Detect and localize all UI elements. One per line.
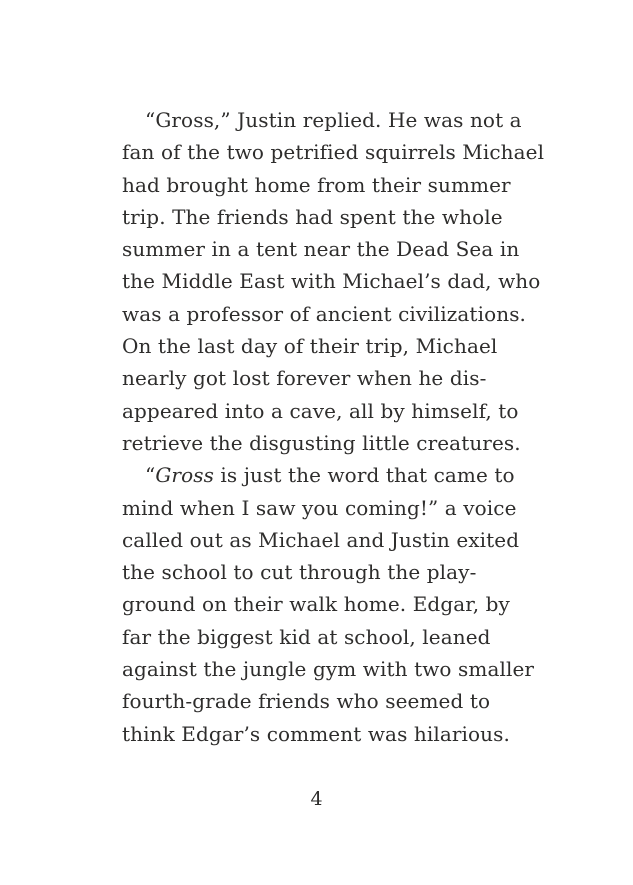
text-line: fourth-grade friends who seemed to [122,689,491,714]
text-line: summer in a tent near the Dead Sea in [122,237,520,262]
text-line: against the jungle gym with two smaller [122,657,535,682]
text-line: fan of the two petrified squirrels Michael [122,140,545,165]
text-line: the school to cut through the play- [122,560,477,585]
text-line: called out as Michael and Justin exited [122,527,520,552]
text-line: far the biggest kid at school, leaned [122,624,491,649]
text-line: trip. The friends had spent the whole [122,204,503,229]
text-line: was a professor of ancient civilizations. [122,301,527,326]
text-line: ground on their walk home. Edgar, by [122,592,510,617]
text-line: mind when I saw you coming!” a voice [122,495,517,520]
italic-word: Gross [155,463,214,488]
text-line [122,459,544,491]
text-line: had brought home from their summer [122,172,511,197]
text-line: On the last day of their trip, Michael [122,334,498,359]
text-line: the Middle East with Michael’s dad, who [122,269,541,294]
text-line: nearly got lost forever when he dis- [122,366,487,391]
page-number: 4 [310,788,323,810]
text-line: “Gross,” Justin replied. He was not a [145,108,522,132]
text-line: appeared into a cave, all by himself, to [122,398,519,423]
paragraph [122,104,544,459]
line-rest: is just the word that came to [213,463,515,488]
quote-mark: “ [145,463,156,488]
text-line: think Edgar’s comment was hilarious. [122,721,510,746]
body-text-block [122,104,544,750]
text-line: retrieve the disgusting little creatures. [122,430,521,455]
paragraph [122,459,544,750]
